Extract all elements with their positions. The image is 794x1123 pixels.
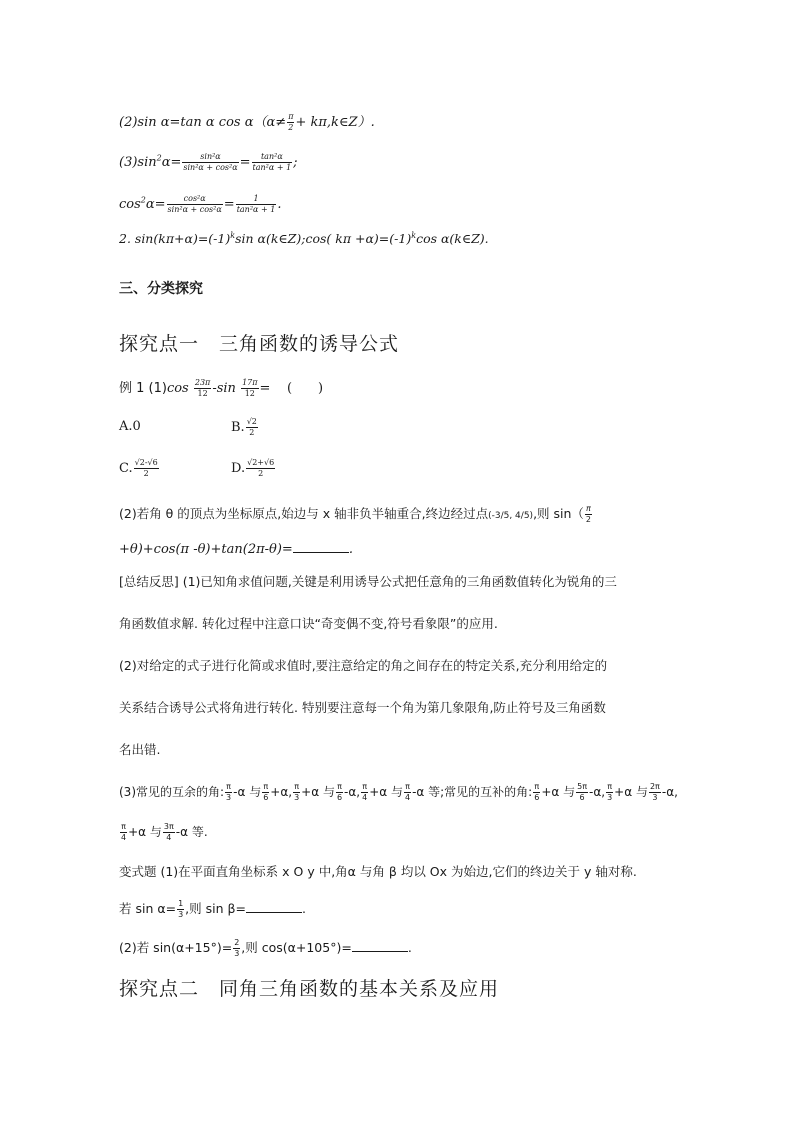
denominator: 3: [226, 793, 232, 802]
fraction: [606, 782, 613, 803]
formula-line-4: [119, 232, 489, 246]
formula-line-3: [119, 194, 281, 215]
text: cos: [119, 197, 141, 212]
text: +α,: [270, 785, 293, 799]
text: sin α(k∈Z);cos( kπ +α)=(-1): [235, 231, 412, 247]
superscript: k: [230, 231, 236, 240]
text: +α 与: [614, 785, 648, 799]
summary-line-7: [119, 822, 208, 843]
fraction: [134, 458, 159, 479]
text: .: [277, 197, 282, 212]
denominator: 3: [607, 793, 613, 802]
option-c: [119, 458, 160, 479]
text: +α 与: [128, 825, 162, 839]
fraction: [533, 782, 540, 803]
fraction: [241, 378, 258, 399]
denominator: 12: [244, 389, 255, 398]
denominator: 2: [143, 469, 149, 478]
denominator: 2: [288, 123, 294, 132]
fraction: [163, 822, 175, 843]
text: .: [407, 940, 412, 955]
text: -α,: [661, 785, 678, 799]
fraction: [585, 504, 592, 525]
numerator: π: [362, 782, 368, 791]
numerator: π: [534, 782, 540, 791]
fraction: [361, 782, 368, 803]
text: B.: [231, 420, 245, 435]
text: cos: [166, 381, 189, 396]
denominator: sin²α + cos²α: [183, 163, 238, 172]
denominator: 4: [404, 793, 411, 802]
fraction: [182, 152, 238, 173]
text: (3)sin: [119, 155, 157, 170]
numerator: √2-√6: [134, 458, 158, 467]
numerator: π: [121, 822, 126, 831]
example-1-line: [119, 378, 323, 399]
numerator: tan²α: [252, 152, 293, 163]
summary-line-5: 名出错.: [119, 742, 161, 757]
text: -α,: [344, 785, 361, 799]
fraction: [246, 417, 258, 438]
denominator: 4: [362, 793, 368, 802]
text: 2. sin(kπ+α)=(-1): [119, 231, 231, 247]
numerator: π: [226, 782, 231, 791]
denominator: 3: [294, 793, 300, 802]
example-2-line: [119, 504, 593, 525]
text: +α 与: [541, 785, 576, 799]
superscript: k: [411, 231, 417, 240]
numerator: π: [263, 782, 269, 791]
denominator: 6: [263, 793, 269, 802]
text: +α 与: [301, 785, 335, 799]
text: ,则 sin β=: [185, 901, 246, 916]
text: =: [223, 197, 235, 212]
fraction: [236, 194, 277, 215]
variant-line-2: [119, 899, 306, 920]
formula-line-1: [119, 112, 375, 133]
text: α=: [161, 155, 182, 170]
answer-blank: [352, 940, 408, 952]
text: -α,: [589, 785, 606, 799]
text: (2)若角 θ 的顶点为坐标原点,始边与 x 轴非负半轴重合,终边经过点: [119, 506, 489, 521]
superscript: 2: [156, 153, 162, 163]
denominator: 2: [249, 428, 255, 437]
denominator: 4: [166, 833, 172, 842]
fraction: [194, 378, 211, 399]
superscript: 2: [140, 195, 146, 205]
text: +α 与: [369, 785, 403, 799]
fraction: [649, 782, 661, 803]
option-b: [231, 417, 259, 438]
fraction: [120, 822, 127, 843]
fraction: [293, 782, 300, 803]
summary-line-4: 关系结合诱导公式将角进行转化. 特别要注意每一个角为第几象限角,防止符号及三角函数: [119, 700, 606, 715]
denominator: 6: [534, 793, 540, 802]
text: +θ)+cos(π -θ)+tan(2π-θ)=: [119, 542, 293, 557]
section-title: 三、分类探究: [119, 281, 203, 297]
numerator: π: [294, 782, 300, 791]
fraction: [262, 782, 269, 803]
denominator: 2: [258, 469, 264, 478]
option-a: A.0: [119, 419, 141, 434]
denominator: tan²α + 1: [252, 163, 292, 172]
fraction: [287, 112, 294, 133]
denominator: tan²α + 1: [236, 205, 276, 214]
answer-bracket: ( ): [286, 381, 324, 396]
fraction: [177, 899, 184, 920]
text: -α 与: [233, 785, 262, 799]
numerator: π: [586, 504, 591, 513]
option-d: [231, 458, 276, 479]
text: ,则 sin（: [533, 506, 584, 521]
numerator: 5π: [577, 782, 588, 791]
fraction: [167, 194, 223, 215]
numerator: 17π: [242, 378, 258, 387]
text: α=: [145, 197, 166, 212]
fraction: [246, 458, 275, 479]
formula-line-2: [119, 152, 298, 173]
text: .: [301, 901, 306, 916]
text: =: [239, 155, 251, 170]
text: (3)常见的互余的角:: [119, 785, 225, 799]
text: cos α(k∈Z).: [416, 231, 489, 247]
numerator: √2+√6: [247, 458, 275, 467]
numerator: 2: [234, 938, 240, 947]
text: 若 sin α=: [119, 901, 177, 916]
denominator: 2: [585, 515, 592, 524]
text: =: [259, 381, 271, 396]
fraction: [225, 782, 232, 803]
denominator: 3: [234, 949, 240, 958]
numerator: 1: [178, 899, 184, 908]
numerator: 3π: [163, 822, 174, 831]
answer-blank: [246, 901, 302, 913]
fraction: [252, 152, 293, 173]
summary-line-3: (2)对给定的式子进行化简或求值时,要注意给定的角之间存在的特定关系,充分利用给定的: [119, 658, 608, 673]
fraction: [576, 782, 588, 803]
text: ,则 cos(α+105°)=: [241, 940, 352, 955]
summary-line-6: [119, 782, 678, 803]
summary-line-1: [总结反思] (1)已知角求值问题,关键是利用诱导公式把任意角的三角函数值转化为锐角的三: [119, 574, 617, 589]
fraction: [404, 782, 411, 803]
text: (2)若 sin(α+15°)=: [119, 940, 233, 955]
answer-blank: [293, 541, 349, 553]
denominator: 6: [336, 793, 343, 802]
denominator: 3: [178, 910, 184, 919]
numerator: 1: [236, 194, 277, 205]
numerator: sin²α: [182, 152, 238, 163]
example-2-line-2: [119, 541, 353, 556]
text: .: [348, 542, 353, 557]
text: 例 1 (1): [119, 381, 167, 396]
heading-explore-1: 探究点一 三角函数的诱导公式: [119, 333, 400, 355]
numerator: π: [337, 782, 342, 791]
text: C.: [119, 461, 133, 476]
variant-line-3: [119, 938, 412, 959]
denominator: 12: [197, 389, 208, 398]
fraction: [233, 938, 240, 959]
denominator: 4: [121, 833, 127, 842]
fraction: [336, 782, 343, 803]
text: (2)sin α=tan α cos α（α≠: [119, 115, 287, 130]
text: D.: [231, 461, 246, 476]
denominator: 6: [579, 793, 585, 802]
numerator: π: [607, 782, 613, 791]
numerator: cos²α: [167, 194, 223, 205]
text: -sin: [212, 381, 236, 396]
point-coords: (-3/5, 4/5): [488, 511, 534, 521]
text: -α 等;常见的互补的角:: [412, 785, 533, 799]
numerator: π: [288, 112, 294, 121]
text: ;: [293, 155, 298, 170]
text: + kπ,k∈Z）.: [295, 115, 375, 130]
numerator: 23π: [194, 378, 211, 387]
heading-explore-2: 探究点二 同角三角函数的基本关系及应用: [119, 978, 500, 1000]
denominator: sin²α + cos²α: [167, 205, 222, 214]
summary-line-2: 角函数值求解. 转化过程中注意口诀“奇变偶不变,符号看象限”的应用.: [119, 616, 498, 631]
numerator: √2: [246, 417, 257, 426]
denominator: 3: [652, 793, 658, 802]
numerator: π: [405, 782, 410, 791]
variant-line-1: 变式题 (1)在平面直角坐标系 x O y 中,角α 与角 β 均以 Ox 为始边,它们的终边关于 y 轴对称.: [119, 864, 637, 879]
numerator: 2π: [649, 782, 660, 791]
text: -α 等.: [175, 825, 208, 839]
